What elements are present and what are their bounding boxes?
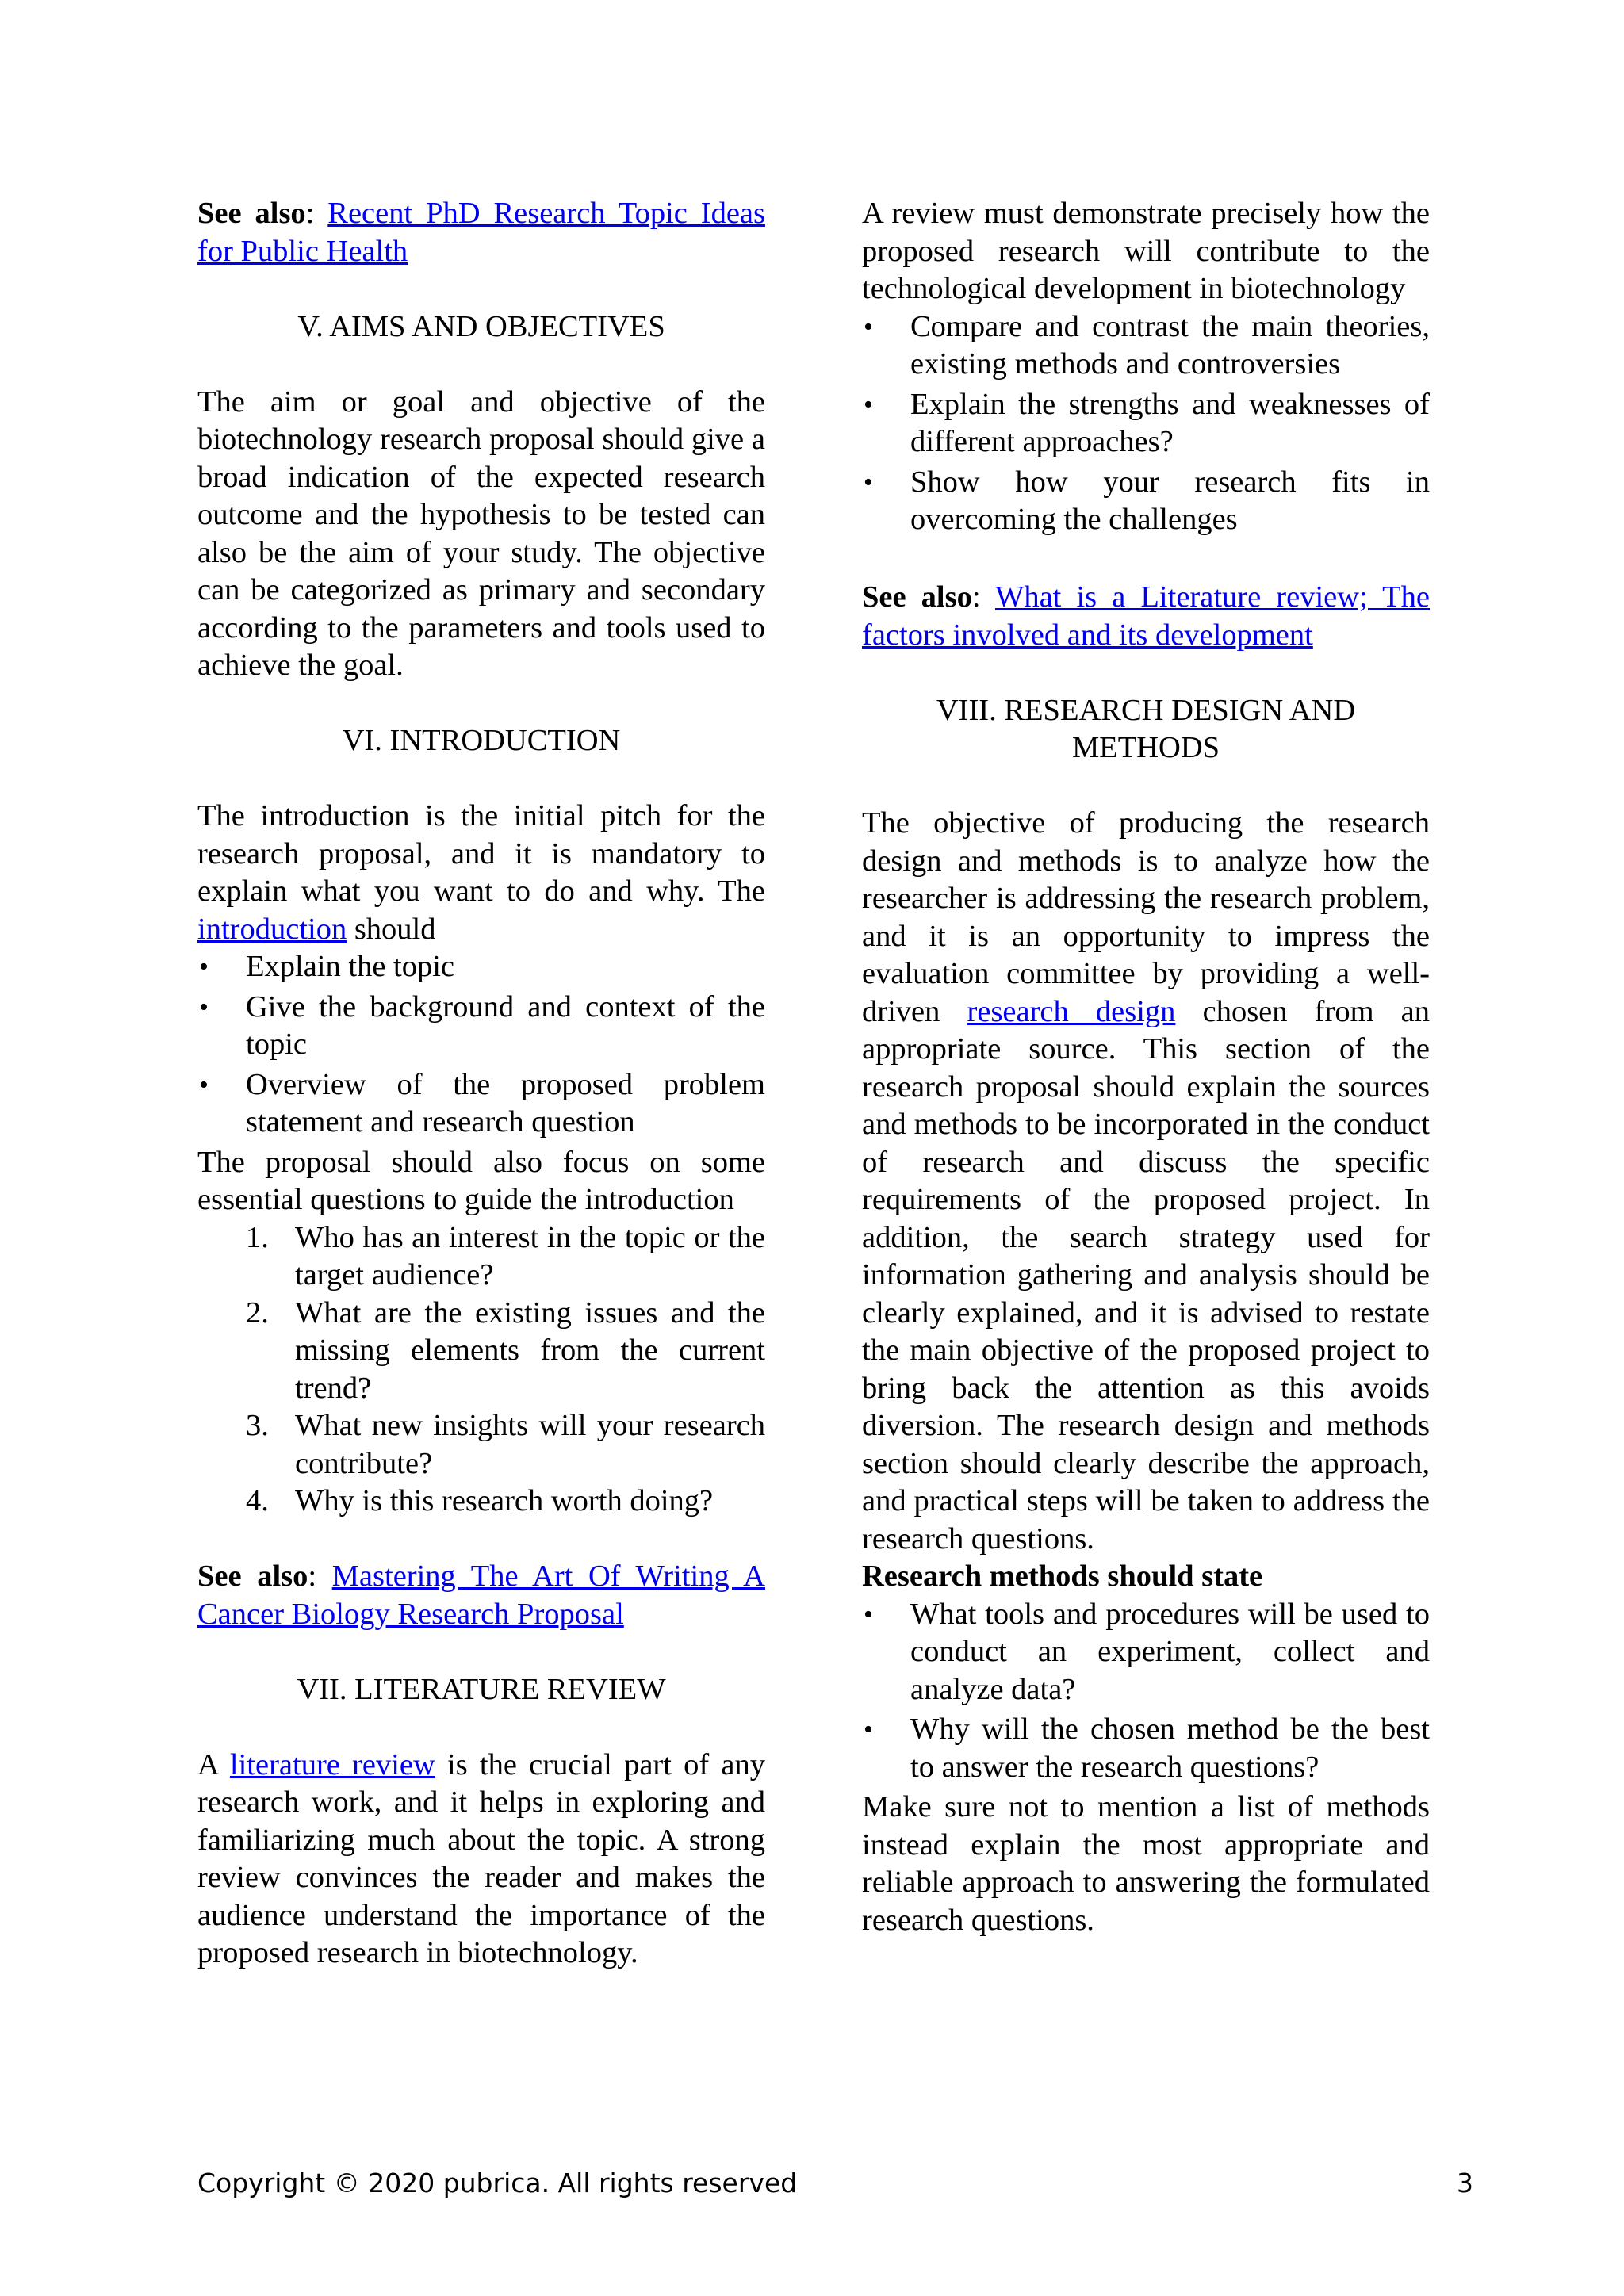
list-item: • What tools and procedures will be used to conduct an experiment, collect and analyze data? [862, 1596, 1430, 1709]
list-item: 3. What new insights will your research contribute? [246, 1409, 765, 1480]
research-design-link[interactable]: research design [967, 994, 1176, 1028]
list-item: • Why will the chosen method be the best to answer the research questions? [862, 1711, 1430, 1786]
left-column [197, 195, 765, 1973]
list-item: • Compare and contrast the main theories, existing methods and controversies [862, 308, 1430, 384]
methods-subheading: Research methods should state [862, 1559, 1263, 1593]
intro-question-list [197, 1219, 765, 1521]
right-column [862, 195, 1430, 1939]
page-number: 3 [1457, 2168, 1473, 2198]
research-design-heading: VIII. RESEARCH DESIGN AND METHODS [936, 693, 1356, 764]
introduction-link[interactable]: introduction [197, 912, 347, 946]
copyright-notice: Copyright © 2020 pubrica. All rights reserved [197, 2168, 798, 2198]
intro-paragraph: The introduction is the initial pitch for the research proposal, and it is mandatory to explain what you want to do and why. The introduction should [197, 799, 765, 946]
see-also-cancer-biology: See also: Mastering The Art Of Writing A Cancer Biology Research Proposal [197, 1559, 765, 1631]
list-item: • Give the background and context of the topic [197, 989, 765, 1064]
intro-bullet-list [197, 948, 765, 1142]
intro-focus-paragraph: The proposal should also focus on some essential questions to guide the introduction [197, 1145, 765, 1216]
list-item: 2. What are the existing issues and the missing elements from the current trend? [246, 1295, 765, 1405]
cancer-biology-proposal-link[interactable]: Mastering The Art Of Writing A Cancer Biology Research Proposal [197, 1559, 765, 1631]
what-is-literature-review-link[interactable]: What is a Literature review; The factors involved and its development [862, 580, 1430, 652]
aims-heading: V. AIMS AND OBJECTIVES [297, 309, 665, 343]
recent-phd-topics-link[interactable]: Recent PhD Research Topic Ideas for Public Health [197, 197, 765, 268]
see-also-label: See also [197, 1559, 308, 1593]
see-also-recent-phd: See also: Recent PhD Research Topic Ideas for Public Health [197, 197, 765, 268]
see-also-label: See also [197, 197, 306, 230]
intro-heading: VI. INTRODUCTION [342, 724, 621, 757]
review-paragraph: A review must demonstrate precisely how the proposed research will contribute to the technological development in biotechnology [862, 197, 1430, 305]
list-item: 4. Why is this research worth doing? [246, 1484, 714, 1517]
literature-review-paragraph: A literature review is the crucial part of any research work, and it helps in exploring and familiarizing much about the topic. A strong review convinces the reader and makes the audience understand the importance of the proposed research in biotechnology. [197, 1747, 766, 1969]
literature-review-link[interactable]: literature review [229, 1747, 435, 1781]
list-item: • Explain the strengths and weaknesses of different approaches? [862, 386, 1430, 461]
methods-closing-paragraph: Make sure not to mention a list of methods instead explain the most appropriate and reliable approach to answering the formulated research questions. [862, 1790, 1430, 1937]
aims-paragraph: The aim or goal and objective of the biotechnology research proposal should give a broad indication of the expected research outcome and the hypothesis to be tested can also be the aim of your study. The objective can be categorized as primary and secondary according to the parameters and tools used to achieve the goal. [197, 385, 765, 682]
list-item: • Show how your research fits in overcoming the challenges [862, 464, 1430, 539]
see-also-label: See also [862, 580, 972, 614]
methods-bullet-list [862, 1596, 1430, 1787]
review-bullet-list [862, 308, 1430, 539]
list-item: • Overview of the proposed problem statement and research question [197, 1066, 765, 1142]
literature-review-heading: VII. LITERATURE REVIEW [297, 1672, 666, 1706]
research-design-paragraph: The objective of producing the research design and methods is to analyze how the researcher is addressing the research problem, and it is an opportunity to impress the evaluation committee by providing a well-driven research design chosen from an appropriate source. This section of the research proposal should explain the sources and methods to be incorporated in the conduct of research and discuss the specific requirements of the proposed project. In addition, the search strategy used for information gathering and analysis should be clearly explained, and it is advised to restate the main objective of the proposed project to bring back the attention as this avoids diversion. The research design and methods section should clearly describe the approach, and practical steps will be taken to address the research questions. [862, 806, 1431, 1556]
list-item: 1. Who has an interest in the topic or the target audience? [246, 1220, 765, 1292]
see-also-literature-review: See also: What is a Literature review; The factors involved and its development [862, 580, 1430, 652]
list-item: • Explain the topic [197, 948, 765, 986]
